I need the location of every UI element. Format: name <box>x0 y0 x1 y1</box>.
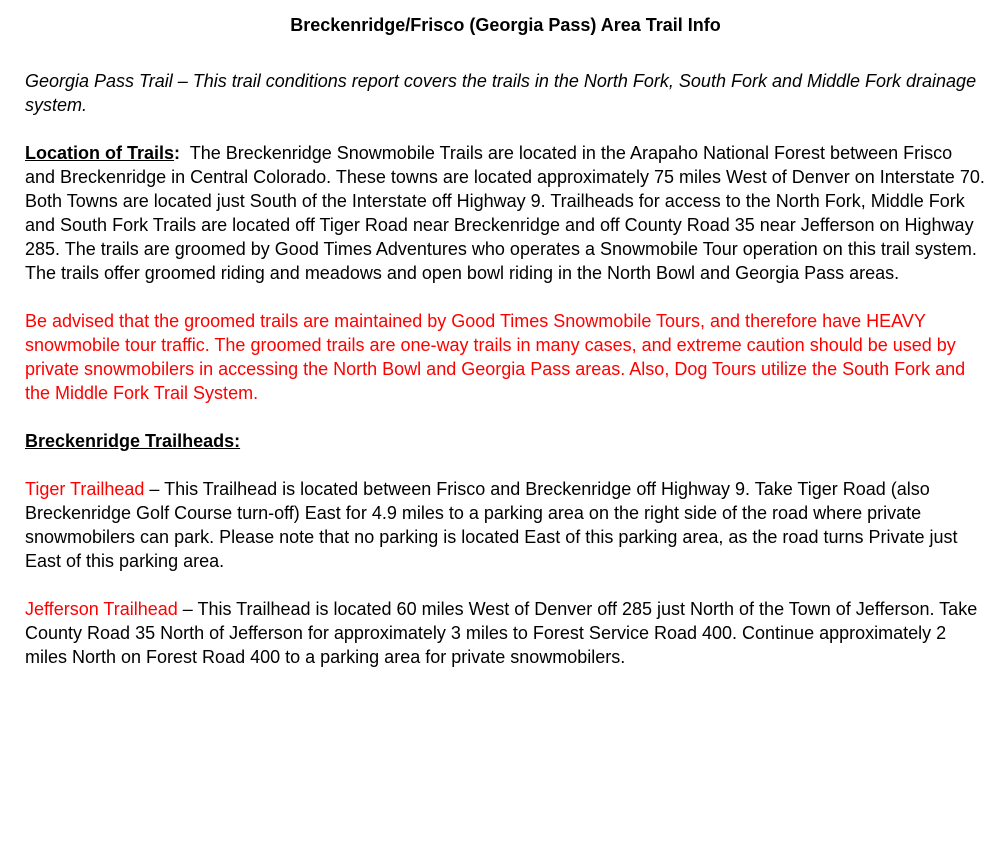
location-heading-colon: : <box>174 143 181 163</box>
page-title: Breckenridge/Frisco (Georgia Pass) Area Trail Info <box>290 15 721 35</box>
trailhead-description: – This Trailhead is located between Frisco and Breckenridge off Highway 9. Take Tiger Road (also Breckenridge Golf Course turn-off) East for 4.9 miles to a parking area on the right side of the road where private snowmobilers can park. Please note that no parking is located East of this parking area, as the road turns Private just East of this parking area. <box>25 479 958 571</box>
trailhead-tiger <box>25 477 986 573</box>
warning-paragraph: Be advised that the groomed trails are maintained by Good Times Snowmobile Tours, and therefore have HEAVY snowmobile tour traffic. The groomed trails are one-way trails in many cases, and extreme caution should be used by private snowmobilers in accessing the North Bowl and Georgia Pass areas. Also, Dog Tours utilize the South Fork and the Middle Fork Trail System. <box>25 311 966 403</box>
location-body: The Breckenridge Snowmobile Trails are located in the Arapaho National Forest between Frisco and Breckenridge in Central Colorado. These towns are located approximately 75 miles West of Denver on Interstate 70. Both Towns are located just South of the Interstate off Highway 9. Trailheads for access to the North Fork, Middle Fork and South Fork Trails are located off Tiger Road near Breckenridge and off County Road 35 near Jefferson on Highway 285. The trails are groomed by Good Times Adventures who operates a Snowmobile Tour operation on this trail system. The trails offer groomed riding and meadows and open bowl riding in the North Bowl and Georgia Pass areas. <box>25 143 990 283</box>
trailhead-description: – This Trailhead is located 60 miles West of Denver off 285 just North of the Town of Jefferson. Take County Road 35 North of Jefferson for approximately 3 miles to Forest Service Road 400. Continue approximately 2 miles North on Forest Road 400 to a parking area for private snowmobilers. <box>25 599 978 667</box>
location-heading: Location of Trails <box>25 143 175 163</box>
intro-paragraph: Georgia Pass Trail – This trail conditions report covers the trails in the North Fork, South Fork and Middle Fork drainage system. <box>25 71 977 115</box>
trailheads-heading: Breckenridge Trailheads: <box>25 431 241 451</box>
trailhead-name: Jefferson Trailhead <box>25 599 178 619</box>
trailhead-jefferson <box>25 597 986 669</box>
trailhead-name: Tiger Trailhead <box>25 479 145 499</box>
location-paragraph <box>25 141 990 285</box>
